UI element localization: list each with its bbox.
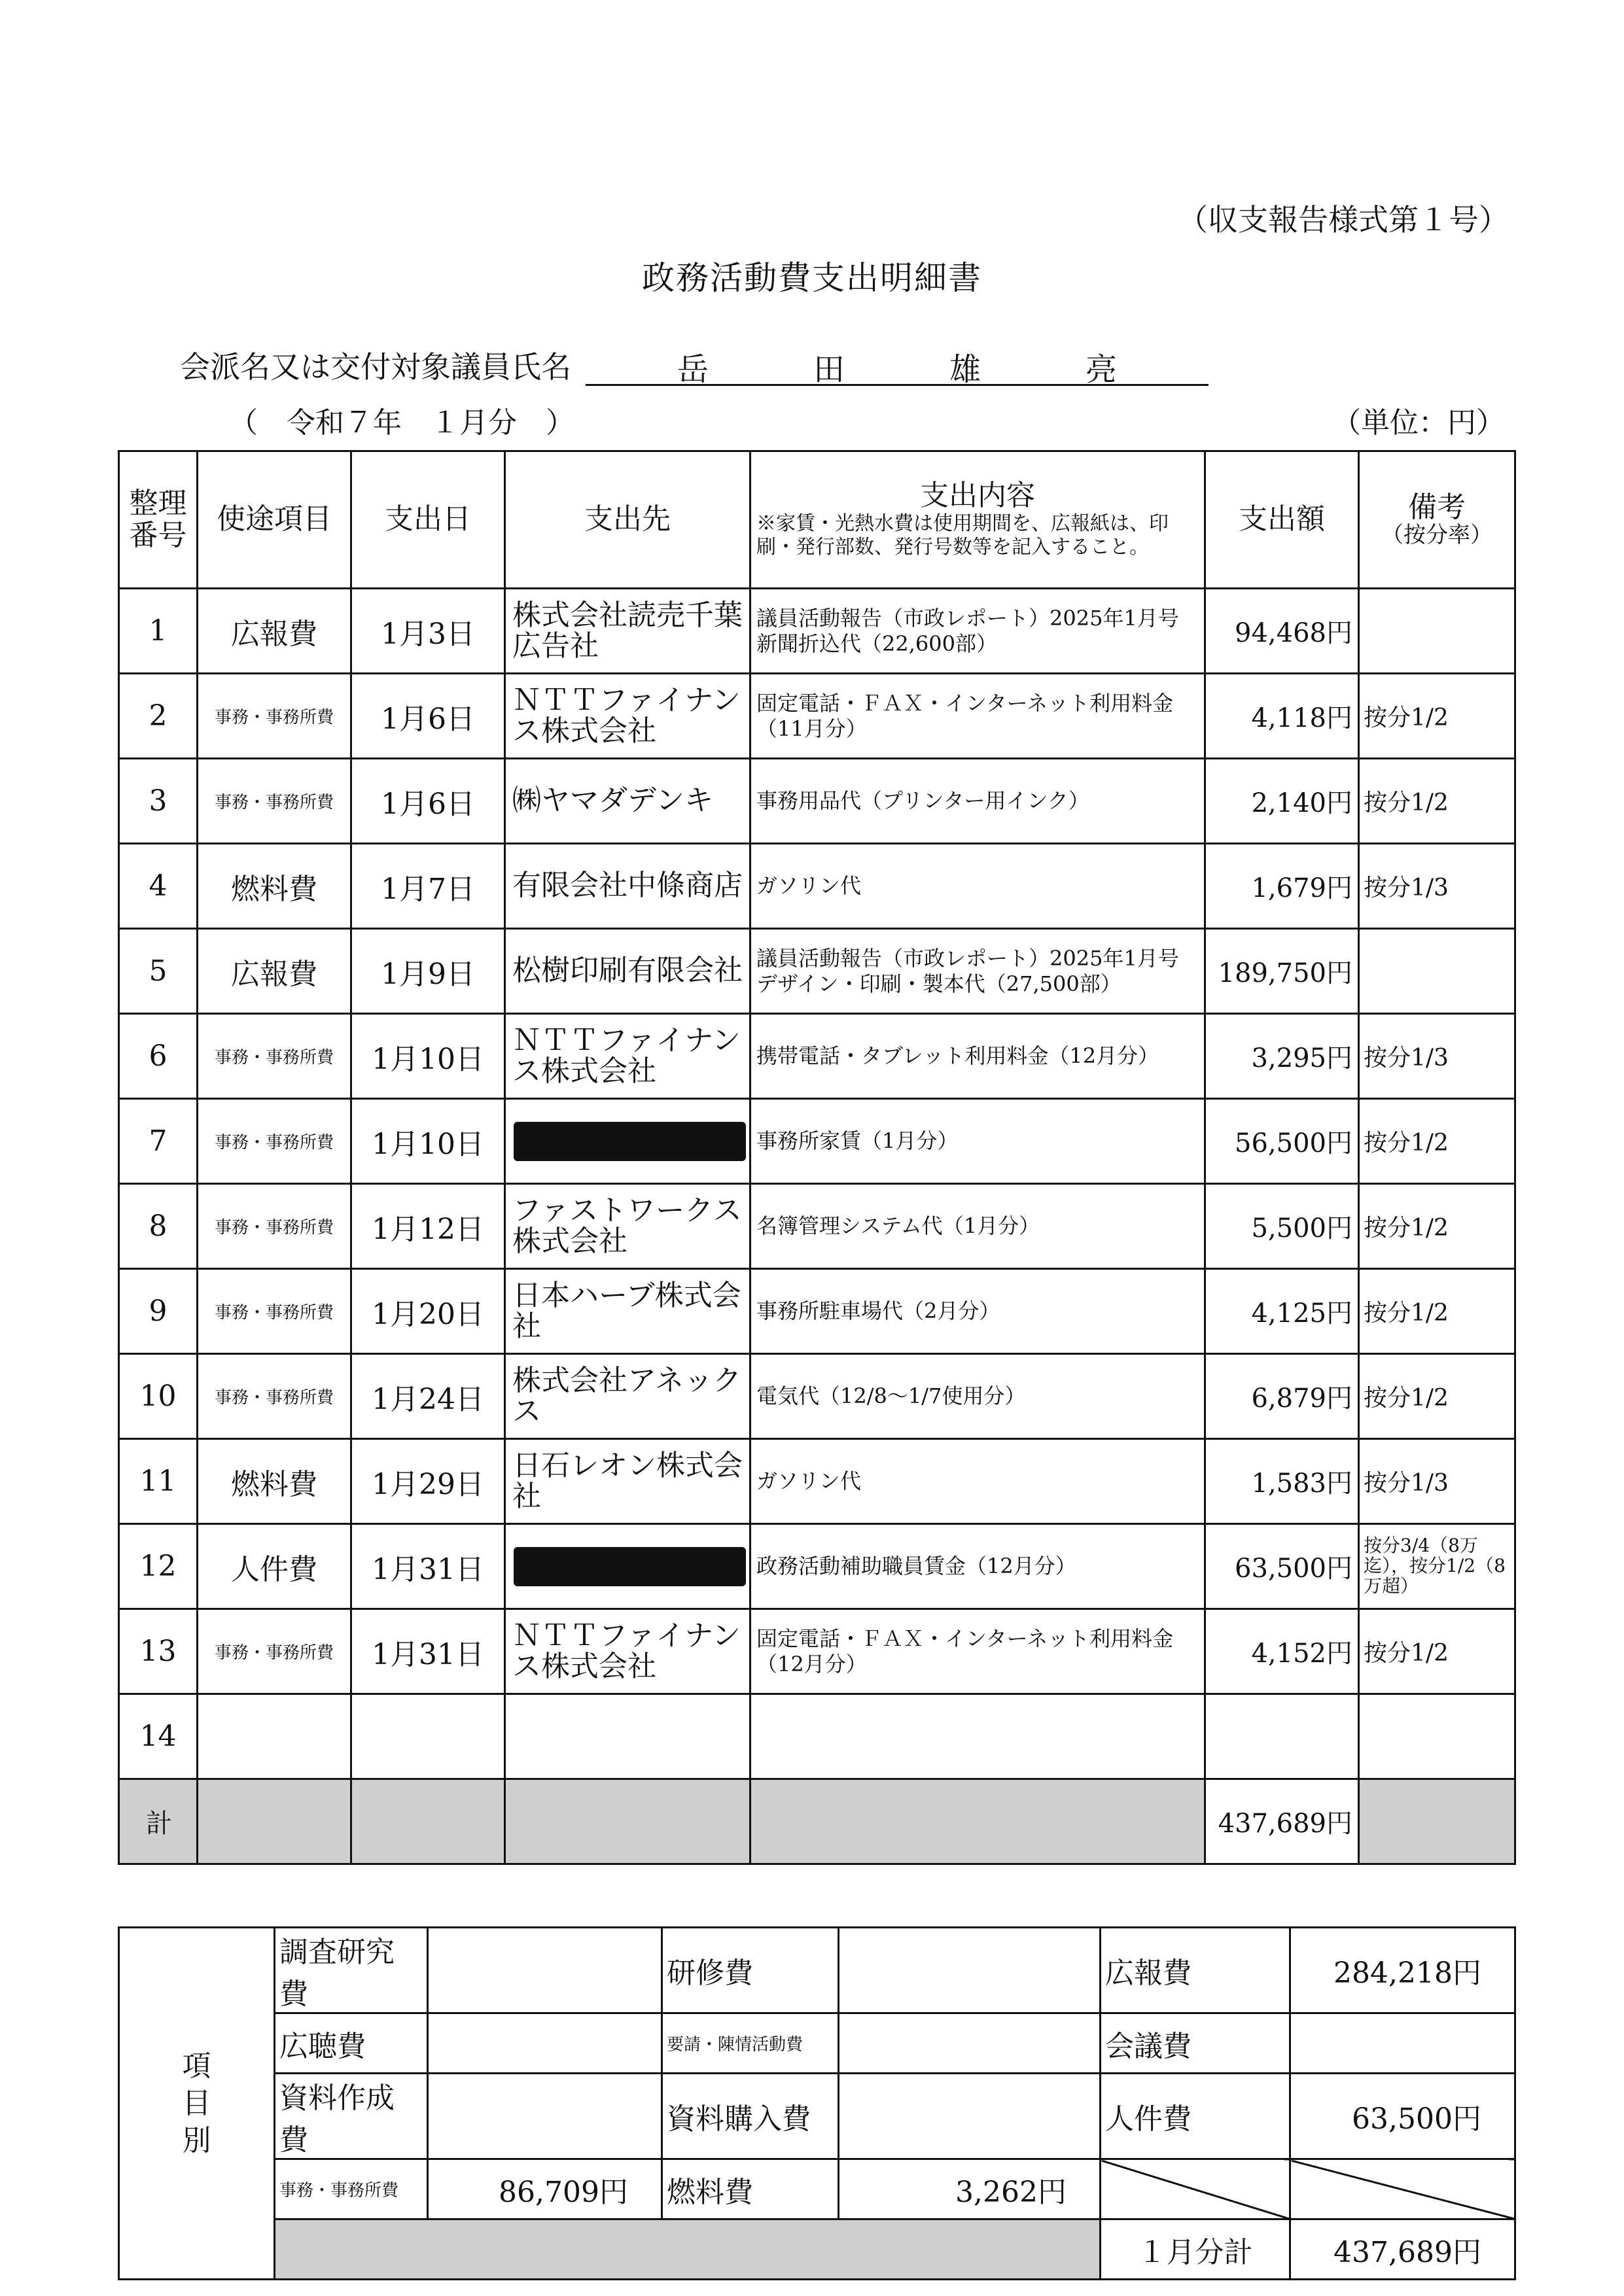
row-no: 3 [119, 759, 198, 844]
table-row [119, 1694, 1515, 1779]
total-blank [198, 1779, 351, 1864]
expense-table [118, 450, 1516, 1865]
row-amount: 1,679円 [1205, 844, 1359, 929]
table-row [119, 674, 1515, 759]
col-header-desc [750, 451, 1205, 589]
row-desc [750, 1694, 1205, 1779]
row-amount: 5,500円 [1205, 1184, 1359, 1269]
table-row [119, 759, 1515, 844]
row-date: 1月31日 [351, 1524, 505, 1609]
row-note [1359, 589, 1515, 674]
row-payee [505, 1524, 750, 1609]
table-row [119, 1439, 1515, 1524]
row-desc: 名簿管理システム代（1月分） [750, 1184, 1205, 1269]
col-header-no: 整理番号 [119, 451, 198, 589]
row-no: 8 [119, 1184, 198, 1269]
row-note [1359, 1694, 1515, 1779]
petition-value [839, 2013, 1101, 2074]
hearing-label: 広聴費 [275, 2013, 428, 2074]
row-amount: 4,125円 [1205, 1269, 1359, 1354]
summary-row [119, 1928, 1515, 2013]
row-no: 12 [119, 1524, 198, 1609]
row-note: 按分1/2 [1359, 759, 1515, 844]
row-no: 1 [119, 589, 198, 674]
row-no: 13 [119, 1609, 198, 1694]
row-note: 按分1/3 [1359, 844, 1515, 929]
table-row [119, 1014, 1515, 1099]
row-note: 按分1/3 [1359, 1439, 1515, 1524]
petition-label: 要請・陳情活動費 [662, 2013, 839, 2074]
row-use: 事務・事務所費 [198, 1014, 351, 1099]
row-note: 按分1/2 [1359, 1609, 1515, 1694]
row-date: 1月12日 [351, 1184, 505, 1269]
hearing-value [428, 2013, 662, 2074]
row-amount: 3,295円 [1205, 1014, 1359, 1099]
page-title: 政務活動費支出明細書 [642, 259, 982, 297]
summary-row [119, 2013, 1515, 2074]
row-desc: 電気代（12/8～1/7使用分） [750, 1354, 1205, 1439]
row-note: 按分3/4（8万迄），按分1/2（8万超） [1359, 1524, 1515, 1609]
row-note: 按分1/2 [1359, 1269, 1515, 1354]
total-row [119, 1779, 1515, 1864]
row-date: 1月24日 [351, 1354, 505, 1439]
office-value: 86,709円 [428, 2159, 662, 2219]
unit-label: （単位：円） [1332, 406, 1505, 440]
row-use: 燃料費 [198, 844, 351, 929]
row-payee [505, 1694, 750, 1779]
row-use: 事務・事務所費 [198, 1609, 351, 1694]
total-label: 計 [119, 1779, 198, 1864]
row-payee: 株式会社読売千葉広告社 [505, 589, 750, 674]
row-no: 10 [119, 1354, 198, 1439]
row-no: 5 [119, 929, 198, 1014]
row-amount: 56,500円 [1205, 1099, 1359, 1184]
row-no: 7 [119, 1099, 198, 1184]
table-row [119, 589, 1515, 674]
row-use: 事務・事務所費 [198, 1269, 351, 1354]
table-row [119, 1269, 1515, 1354]
row-date: 1月29日 [351, 1439, 505, 1524]
table-row [119, 929, 1515, 1014]
table-row [119, 1524, 1515, 1609]
row-payee [505, 1099, 750, 1184]
row-amount: 6,879円 [1205, 1354, 1359, 1439]
summary-row [119, 2074, 1515, 2159]
table-row [119, 1099, 1515, 1184]
materials-make-label: 資料作成費 [275, 2074, 428, 2159]
row-date: 1月3日 [351, 589, 505, 674]
col-header-note [1359, 451, 1515, 589]
row-date: 1月7日 [351, 844, 505, 929]
note-header-sub: （按分率） [1381, 522, 1492, 548]
diagonal-blank [1101, 2159, 1290, 2219]
row-payee: 松樹印刷有限会社 [505, 929, 750, 1014]
name-char: 雄 [949, 351, 981, 388]
member-name-field [586, 344, 1209, 386]
row-desc: 政務活動補助職員賃金（12月分） [750, 1524, 1205, 1609]
table-row [119, 1354, 1515, 1439]
row-use: 事務・事務所費 [198, 1354, 351, 1439]
meeting-value [1290, 2013, 1515, 2074]
row-no: 9 [119, 1269, 198, 1354]
name-char: 岳 [677, 351, 709, 388]
col-header-payee: 支出先 [505, 451, 750, 589]
personnel-value: 63,500円 [1290, 2074, 1515, 2159]
row-amount: 1,583円 [1205, 1439, 1359, 1524]
row-amount: 63,500円 [1205, 1524, 1359, 1609]
total-blank [351, 1779, 505, 1864]
row-no: 11 [119, 1439, 198, 1524]
table-row [119, 1609, 1515, 1694]
row-use: 燃料費 [198, 1439, 351, 1524]
row-date: 1月9日 [351, 929, 505, 1014]
row-payee: 日石レオン株式会社 [505, 1439, 750, 1524]
row-desc: 議員活動報告（市政レポート）2025年1月号新聞折込代（22,600部） [750, 589, 1205, 674]
pr-label: 広報費 [1101, 1928, 1290, 2013]
row-amount: 189,750円 [1205, 929, 1359, 1014]
diagonal-blank [1290, 2159, 1515, 2219]
month-total-label: １月分計 [1101, 2219, 1290, 2280]
row-note: 按分1/2 [1359, 1099, 1515, 1184]
redaction-bar [514, 1122, 746, 1161]
total-amount: 437,689円 [1205, 1779, 1359, 1864]
row-desc: 携帯電話・タブレット利用料金（12月分） [750, 1014, 1205, 1099]
row-use: 人件費 [198, 1524, 351, 1609]
row-date [351, 1694, 505, 1779]
row-date: 1月6日 [351, 759, 505, 844]
row-use: 事務・事務所費 [198, 759, 351, 844]
col-header-date: 支出日 [351, 451, 505, 589]
row-payee: ＮＴＴファイナンス株式会社 [505, 1609, 750, 1694]
row-desc: 事務所家賃（1月分） [750, 1099, 1205, 1184]
row-date: 1月6日 [351, 674, 505, 759]
row-note: 按分1/2 [1359, 1354, 1515, 1439]
row-desc: 固定電話・ＦＡＸ・インターネット利用料金（11月分） [750, 674, 1205, 759]
row-date: 1月10日 [351, 1014, 505, 1099]
name-char: 田 [813, 351, 845, 388]
row-amount: 4,118円 [1205, 674, 1359, 759]
row-desc: 事務用品代（プリンター用インク） [750, 759, 1205, 844]
row-payee: 株式会社アネックス [505, 1354, 750, 1439]
row-amount: 94,468円 [1205, 589, 1359, 674]
materials-make-value [428, 2074, 662, 2159]
desc-header-note: ※家賃・光熱水費は使用期間を、広報紙は、印刷・発行部数、発行号数等を記入すること。 [756, 512, 1169, 559]
summary-shaded-blank [275, 2219, 1101, 2280]
pr-value: 284,218円 [1290, 1928, 1515, 2013]
col-header-amount: 支出額 [1205, 451, 1359, 589]
report-period: （ 令和７年 １月分 ） [229, 406, 574, 440]
category-summary-table [118, 1926, 1516, 2280]
row-use: 広報費 [198, 589, 351, 674]
total-blank [505, 1779, 750, 1864]
table-header-row [119, 451, 1515, 589]
row-date: 1月10日 [351, 1099, 505, 1184]
row-note: 按分1/2 [1359, 1184, 1515, 1269]
total-blank [1359, 1779, 1515, 1864]
training-value [839, 1928, 1101, 2013]
row-desc: ガソリン代 [750, 844, 1205, 929]
meeting-label: 会議費 [1101, 2013, 1290, 2074]
name-char: 亮 [1085, 351, 1117, 388]
row-payee: 日本ハーブ株式会社 [505, 1269, 750, 1354]
col-header-use: 使途項目 [198, 451, 351, 589]
row-use: 広報費 [198, 929, 351, 1014]
row-use [198, 1694, 351, 1779]
row-note: 按分1/3 [1359, 1014, 1515, 1099]
note-header-title: 備考 [1408, 490, 1466, 524]
fuel-label: 燃料費 [662, 2159, 839, 2219]
row-amount: 2,140円 [1205, 759, 1359, 844]
form-number: （収支報告様式第１号） [1178, 202, 1509, 237]
redaction-bar [514, 1547, 746, 1586]
row-payee: ＮＴＴファイナンス株式会社 [505, 1014, 750, 1099]
row-amount [1205, 1694, 1359, 1779]
research-label: 調査研究費 [275, 1928, 428, 2013]
row-date: 1月31日 [351, 1609, 505, 1694]
name-label: 会派名又は交付対象議員氏名 [180, 349, 571, 385]
row-payee: ファストワークス株式会社 [505, 1184, 750, 1269]
row-note [1359, 929, 1515, 1014]
row-note: 按分1/2 [1359, 674, 1515, 759]
row-date: 1月20日 [351, 1269, 505, 1354]
month-total-value: 437,689円 [1290, 2219, 1515, 2280]
row-use: 事務・事務所費 [198, 1184, 351, 1269]
row-amount: 4,152円 [1205, 1609, 1359, 1694]
total-blank [750, 1779, 1205, 1864]
training-label: 研修費 [662, 1928, 839, 2013]
row-desc: 固定電話・ＦＡＸ・インターネット利用料金（12月分） [750, 1609, 1205, 1694]
row-desc: 事務所駐車場代（2月分） [750, 1269, 1205, 1354]
row-desc: 議員活動報告（市政レポート）2025年1月号デザイン・印刷・製本代（27,500部） [750, 929, 1205, 1014]
row-use: 事務・事務所費 [198, 1099, 351, 1184]
table-row [119, 1184, 1515, 1269]
summary-row [119, 2219, 1515, 2280]
row-desc: ガソリン代 [750, 1439, 1205, 1524]
summary-row [119, 2159, 1515, 2219]
row-no: 2 [119, 674, 198, 759]
category-side-label: 項 目 別 [119, 1928, 275, 2280]
research-value [428, 1928, 662, 2013]
row-use: 事務・事務所費 [198, 674, 351, 759]
materials-buy-label: 資料購入費 [662, 2074, 839, 2159]
office-label: 事務・事務所費 [275, 2159, 428, 2219]
personnel-label: 人件費 [1101, 2074, 1290, 2159]
row-payee: 有限会社中條商店 [505, 844, 750, 929]
table-row [119, 844, 1515, 929]
materials-buy-value [839, 2074, 1101, 2159]
row-no: 6 [119, 1014, 198, 1099]
row-no: 14 [119, 1694, 198, 1779]
fuel-value: 3,262円 [839, 2159, 1101, 2219]
row-payee: ＮＴＴファイナンス株式会社 [505, 674, 750, 759]
desc-header-title: 支出内容 [920, 479, 1035, 513]
row-no: 4 [119, 844, 198, 929]
row-payee: ㈱ヤマダデンキ [505, 759, 750, 844]
